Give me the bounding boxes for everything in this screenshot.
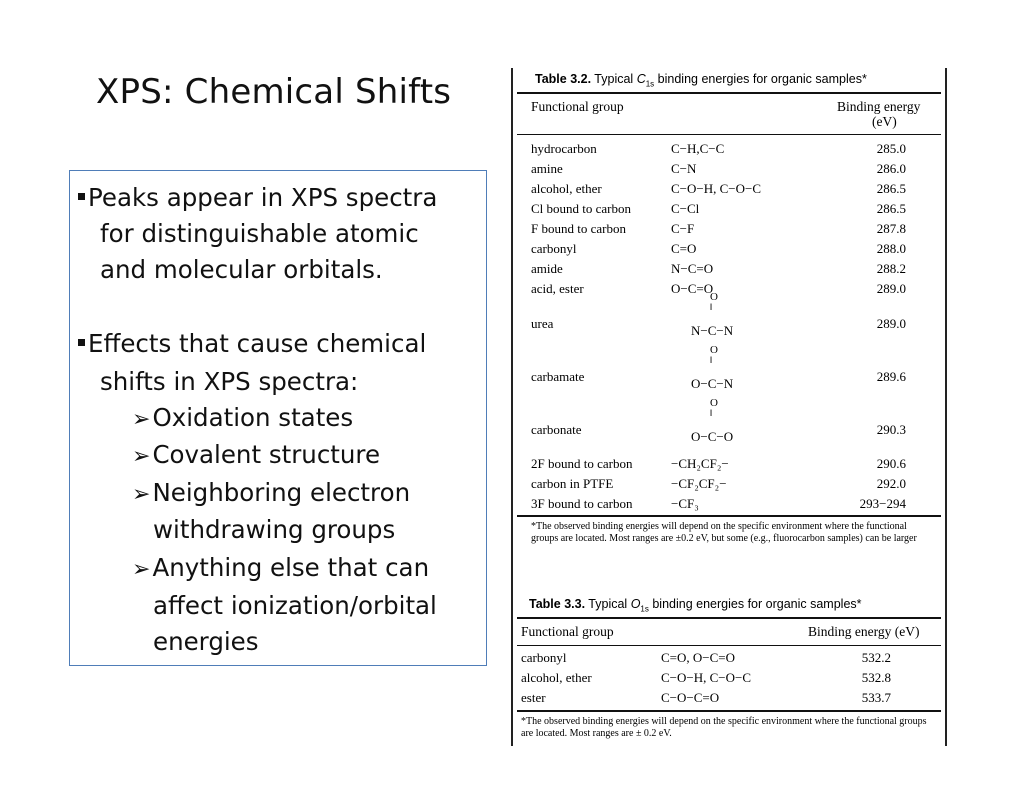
table-32-header-rule — [517, 134, 941, 135]
table-32-cell-energy: 289.6 — [876, 369, 906, 384]
subbullet-anything: ➢Anything else that can — [132, 553, 430, 582]
subbullet-neighboring: ➢Neighboring electron — [132, 478, 411, 507]
subbullet-anything-cont-1: affect ionization/orbital — [153, 591, 437, 620]
table-33-cell-energy: 532.8 — [861, 670, 891, 685]
bullet-2-line-2: shifts in XPS spectra: — [100, 367, 359, 396]
table-32-cell-group: carbonyl — [531, 241, 577, 256]
table-33-cell-energy: 533.7 — [861, 690, 891, 705]
bullet-1-line-2: for distinguishable atomic — [100, 219, 419, 248]
table-32-cell-energy: 293−294 — [859, 496, 906, 511]
table-32-cell-formula: O−C−N — [691, 376, 734, 391]
table-32-cell-group: acid, ester — [531, 281, 584, 296]
subbullet-anything-cont-2: energies — [153, 627, 259, 656]
table-32-cell-group: hydrocarbon — [531, 141, 597, 156]
subbullet-neighboring-cont: withdrawing groups — [153, 515, 396, 544]
arrow-bullet-icon: ➢ — [132, 407, 151, 432]
table-32-cell-group: amine — [531, 161, 563, 176]
scan-edge-left — [511, 68, 513, 746]
table-32-cell-formula: C−H,C−C — [671, 141, 725, 156]
table-33-cell-formula: C=O, O−C=O — [661, 650, 736, 665]
table-32-cell-formula: −CH₂CF₂− — [671, 456, 729, 471]
table-33-footnote: *The observed binding energies will depend on the specific environment where the functional groups are located. Most ranges are ± 0.2 eV. — [521, 716, 927, 739]
table-32-caption: Table 3.2. Typical $C_{1s}$ binding energies for organic samples* — [535, 72, 867, 89]
table-33-bottom-rule — [517, 710, 941, 712]
table-32-cell-energy: 286.0 — [876, 161, 906, 176]
table-32-top-rule — [517, 92, 941, 94]
scan-edge-right — [945, 68, 947, 746]
table-32-cell-group: F bound to carbon — [531, 221, 626, 236]
subbullet-oxidation: ➢Oxidation states — [132, 403, 354, 432]
arrow-bullet-icon: ➢ — [132, 482, 151, 507]
bullet-text-box — [69, 170, 487, 666]
table-33-caption: Table 3.3. Typical $O_{1s}$ binding energies for organic samples* — [529, 597, 862, 614]
table-32-cell-formula: N−C=O — [671, 261, 714, 276]
table-32-cell-energy: 288.0 — [876, 241, 906, 256]
table-33-cell-group: ester — [521, 690, 546, 705]
table-32-cell-formula-carbonyl-o: O — [710, 291, 718, 303]
bullet-1-line-3: and molecular orbitals. — [100, 255, 383, 284]
table-32-cell-formula: O−C−O — [691, 429, 734, 444]
table-32-cell-energy: 287.8 — [876, 221, 906, 236]
table-32-bottom-rule — [517, 515, 941, 517]
table-32-cell-energy: 290.6 — [876, 456, 906, 471]
table-33-cell-formula: C−O−H, C−O−C — [661, 670, 752, 685]
bullet-1-line-1: Peaks appear in XPS spectra — [78, 183, 437, 212]
table-32-cell-energy: 285.0 — [876, 141, 906, 156]
table-32-cell-formula: C−N — [671, 161, 697, 176]
table-33-cell-formula: C−O−C=O — [661, 690, 720, 705]
table-32-cell-formula: C−O−H, C−O−C — [671, 181, 762, 196]
table-32-col-group: Functional group — [531, 99, 624, 114]
table-32-cell-formula: −CF₂CF₂− — [671, 476, 727, 491]
table-32-cell-formula-carbonyl-o: O — [710, 397, 718, 409]
arrow-bullet-icon: ➢ — [132, 444, 151, 469]
square-bullet-icon — [78, 339, 85, 346]
double-bond-icon: ‖ — [710, 408, 713, 418]
table-33-col-energy: Binding energy (eV) — [808, 624, 920, 639]
table-32-cell-group: 3F bound to carbon — [531, 496, 633, 511]
table-32-cell-group: carbamate — [531, 369, 585, 384]
table-33-cell-group: alcohol, ether — [521, 670, 592, 685]
double-bond-icon: ‖ — [710, 355, 713, 365]
table-32-cell-energy: 288.2 — [876, 261, 906, 276]
table-33-top-rule — [517, 617, 941, 619]
subbullet-covalent: ➢Covalent structure — [132, 440, 381, 469]
table-32-cell-group: alcohol, ether — [531, 181, 602, 196]
table-33-col-group: Functional group — [521, 624, 614, 639]
table-32-col-energy-unit: (eV) — [872, 114, 897, 129]
table-32-cell-energy: 286.5 — [876, 181, 906, 196]
double-bond-icon: ‖ — [710, 302, 713, 312]
table-33-cell-energy: 532.2 — [861, 650, 891, 665]
bullet-2-line-1: Effects that cause chemical — [78, 329, 426, 358]
slide-title: XPS: Chemical Shifts — [96, 72, 452, 112]
table-32-cell-energy: 289.0 — [876, 316, 906, 331]
table-32-cell-formula: N−C−N — [691, 323, 734, 338]
table-32-col-energy: Binding energy — [837, 99, 921, 114]
table-32-cell-group: carbon in PTFE — [531, 476, 614, 491]
table-32-cell-energy: 290.3 — [876, 422, 906, 437]
scanned-tables-image — [511, 68, 947, 746]
table-32-cell-formula: −CF₃ — [671, 496, 699, 511]
table-32-cell-formula-carbonyl-o: O — [710, 344, 718, 356]
table-33-cell-group: carbonyl — [521, 650, 567, 665]
table-32-cell-energy: 286.5 — [876, 201, 906, 216]
table-32-footnote: *The observed binding energies will depend on the specific environment where the functional groups are located. Most ranges are ±0.2 eV, but some (e.g., fluorocarbon samples) can be larger — [531, 521, 917, 544]
table-32-cell-group: urea — [531, 316, 554, 331]
table-32-cell-formula: O−C=O — [671, 281, 714, 296]
table-32-cell-formula: C=O — [671, 241, 697, 256]
table-32-cell-formula: C−F — [671, 221, 695, 236]
table-33-header-rule — [517, 645, 941, 646]
table-32-cell-group: carbonate — [531, 422, 582, 437]
table-32-cell-energy: 292.0 — [876, 476, 906, 491]
table-32-cell-group: 2F bound to carbon — [531, 456, 633, 471]
table-32-cell-formula: C−Cl — [671, 201, 700, 216]
table-32-cell-group: Cl bound to carbon — [531, 201, 632, 216]
arrow-bullet-icon: ➢ — [132, 557, 151, 582]
square-bullet-icon — [78, 193, 85, 200]
table-32-cell-energy: 289.0 — [876, 281, 906, 296]
table-32-cell-group: amide — [531, 261, 563, 276]
